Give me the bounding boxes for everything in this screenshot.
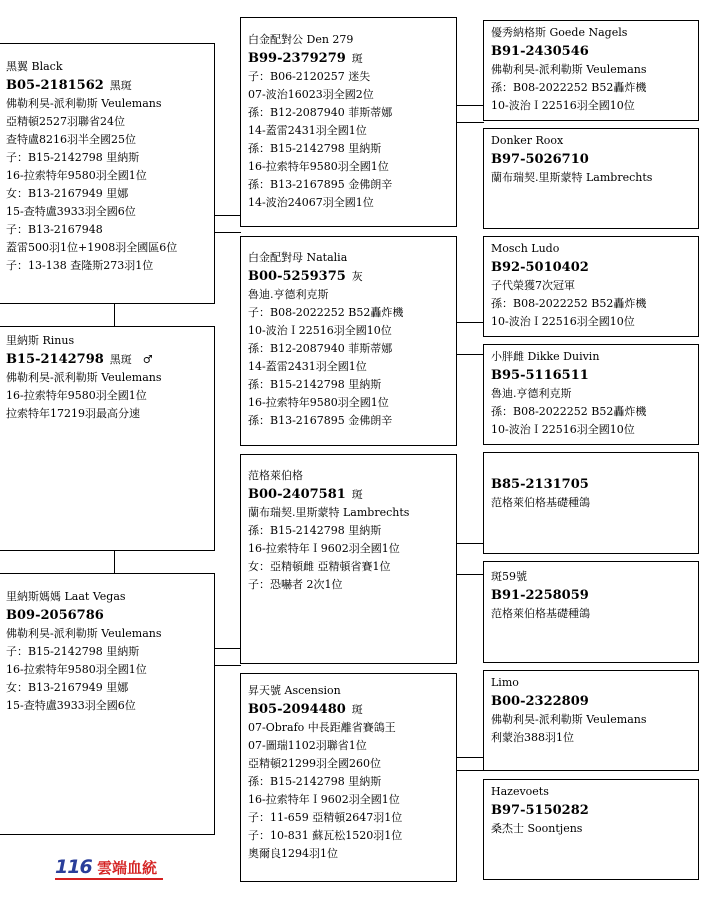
detail-line: 孫：B08-2022252 B52轟炸機 — [491, 405, 647, 418]
detail-line: 亞精頓21299羽全國260位 — [248, 757, 381, 770]
pedigree-card-ggp-5 — [483, 452, 699, 554]
detail-line: 14-蓋雷2431羽全國1位 — [248, 360, 367, 373]
detail-line: 孫：B15-2142798 里納斯 — [248, 775, 382, 788]
detail-line: 蘭布瑞契.里斯蒙特 Lambrechts — [491, 171, 653, 184]
detail-line: 16-拉索特年9580羽全國1位 — [6, 389, 147, 402]
detail-line: 16-拉索特年9580羽全國1位 — [248, 160, 389, 173]
detail-line: 利蒙治388羽1位 — [491, 731, 574, 744]
ring-number: B00-2407581 — [248, 487, 346, 502]
detail-line: 14-波治24067羽全國1位 — [248, 196, 374, 209]
ring-number: B97-5150282 — [491, 803, 589, 818]
detail-line: 奧爾良1294羽1位 — [248, 847, 338, 860]
logo-underline — [55, 878, 163, 880]
detail-line: 拉索特年17219羽最高分速 — [6, 407, 140, 420]
detail-line: 10-波治Ｉ22516羽全國10位 — [491, 99, 635, 112]
ring-number: B91-2430546 — [491, 44, 589, 59]
color-tag: 黑斑 — [109, 79, 132, 92]
pigeon-name: Hazevoets — [491, 785, 549, 798]
ring-number: B05-2181562 — [6, 78, 104, 93]
detail-line: 佛勒利昊-派利勒斯 Veulemans — [6, 627, 162, 640]
pigeon-name: 優秀納格斯 Goede Nagels — [491, 26, 628, 39]
pigeon-name: Donker Roox — [491, 134, 564, 147]
ring-number: B85-2131705 — [491, 477, 589, 492]
ring-number: B92-5010402 — [491, 260, 589, 275]
logo-text: 雲端血統 — [97, 859, 158, 877]
detail-line: 女：亞精頓雌 亞精頓省賽1位 — [248, 560, 391, 573]
connector — [456, 122, 484, 123]
detail-line: 孫：B08-2022252 B52轟炸機 — [491, 297, 647, 310]
pigeon-name: 范格萊伯格 — [248, 469, 303, 482]
detail-line: 佛勒利昊-派利勒斯 Veulemans — [491, 63, 647, 76]
pedigree-card-ggp-1 — [483, 20, 699, 121]
pedigree-card-ggp-3 — [483, 236, 699, 337]
detail-line: 16-拉索特年9580羽全國1位 — [6, 663, 147, 676]
detail-line: 范格萊伯格基礎種鴿 — [491, 607, 590, 620]
detail-line: 16-拉索特年9580羽全國1位 — [6, 169, 147, 182]
connector — [114, 303, 115, 327]
pigeon-name: 黑翼 Black — [6, 60, 63, 73]
detail-line: 子代榮獲7次冠軍 — [491, 279, 575, 292]
ring-number: B00-5259375 — [248, 269, 346, 284]
ring-number: B05-2094480 — [248, 702, 346, 717]
pigeon-name: Mosch Ludo — [491, 242, 560, 255]
pigeon-name: 白金配對公 Den 279 — [248, 33, 354, 46]
detail-line: 07-波治16023羽全國2位 — [248, 88, 374, 101]
connector — [456, 105, 484, 106]
detail-line: 子：11-659 亞精頓2647羽1位 — [248, 811, 403, 824]
detail-line: 孫：B13-2167895 金佛朗辛 — [248, 178, 393, 191]
pedigree-card-ggp-7 — [483, 670, 699, 771]
pedigree-card-ggp-8 — [483, 779, 699, 880]
detail-line: 桑杰士 Soontjens — [491, 822, 583, 835]
pedigree-card-sire — [0, 43, 215, 304]
detail-line: 16-拉索特年Ｉ9602羽全國1位 — [248, 542, 400, 555]
color-tag: 黑斑 ♂ — [109, 353, 153, 366]
detail-line: 女：B13-2167949 里娜 — [6, 681, 129, 694]
detail-line: 15-查特盧3933羽全國6位 — [6, 205, 136, 218]
pedigree-card-grandsire — [240, 17, 457, 227]
ring-number: B97-5026710 — [491, 152, 589, 167]
pedigree-card-son — [0, 326, 215, 551]
detail-line: 14-蓋雷2431羽全國1位 — [248, 124, 367, 137]
detail-line: 孫：B15-2142798 里納斯 — [248, 378, 382, 391]
pigeon-name: 里納斯 Rinus — [6, 334, 75, 347]
ring-number: B99-2379279 — [248, 51, 346, 66]
detail-line: 10-波治Ｉ22516羽全國10位 — [491, 423, 635, 436]
site-logo — [55, 856, 175, 882]
detail-line: 16-拉索特年9580羽全國1位 — [248, 396, 389, 409]
ring-number: B09-2056786 — [6, 608, 104, 623]
detail-line: 孫：B12-2087940 菲斯蒂娜 — [248, 342, 393, 355]
connector — [456, 757, 484, 758]
pedigree-card-maternal-grandsire — [240, 454, 457, 664]
detail-line: 孫：B15-2142798 里納斯 — [248, 142, 382, 155]
detail-line: 佛勒利昊-派利勒斯 Veulemans — [491, 713, 647, 726]
connector — [456, 543, 484, 544]
detail-line: 16-拉索特年Ｉ9602羽全國1位 — [248, 793, 400, 806]
detail-line: 孫：B12-2087940 菲斯蒂娜 — [248, 106, 393, 119]
detail-line: 蓋雷500羽1位+1908羽全國區6位 — [6, 241, 178, 254]
detail-line: 孫：B08-2022252 B52轟炸機 — [491, 81, 647, 94]
detail-line: 子：B13-2167948 — [6, 223, 103, 236]
detail-line: 魯迪.亨德利克斯 — [248, 288, 329, 301]
detail-line: 佛勒利昊-派利勒斯 Veulemans — [6, 97, 162, 110]
connector — [456, 322, 484, 323]
detail-line: 子：B08-2022252 B52轟炸機 — [248, 306, 404, 319]
detail-line: 子：B15-2142798 里納斯 — [6, 151, 140, 164]
ring-number: B95-5116511 — [491, 368, 589, 383]
pigeon-name: 斑59號 — [491, 570, 527, 583]
detail-line: 魯迪.亨德利克斯 — [491, 387, 572, 400]
detail-line: 10-波治Ｉ22516羽全國10位 — [491, 315, 635, 328]
detail-line: 孫：B13-2167895 金佛朗辛 — [248, 414, 393, 427]
detail-line: 子：B15-2142798 里納斯 — [6, 645, 140, 658]
color-tag: 斑 — [351, 52, 363, 65]
pedigree-card-ggp-2 — [483, 128, 699, 229]
pigeon-name: 白金配對母 Natalia — [248, 251, 348, 264]
pedigree-card-dam — [0, 573, 215, 835]
ring-number: B00-2322809 — [491, 694, 589, 709]
connector — [214, 648, 241, 649]
detail-line: 子：B06-2120257 迷失 — [248, 70, 371, 83]
connector — [214, 665, 241, 666]
detail-line: 子：恐嚇者 2次1位 — [248, 578, 343, 591]
detail-line: 07-圖瑞1102羽聯省1位 — [248, 739, 367, 752]
pigeon-name: 里納斯媽媽 Laat Vegas — [6, 590, 126, 603]
connector — [456, 770, 484, 771]
detail-line: 女：B13-2167949 里娜 — [6, 187, 129, 200]
detail-line: 查特盧8216羽半全國25位 — [6, 133, 136, 146]
connector — [456, 574, 484, 575]
connector — [114, 550, 115, 574]
detail-line: 07-Obrafo 中長距離省賽鴿王 — [248, 721, 396, 734]
detail-line: 10-波治Ｉ22516羽全國10位 — [248, 324, 392, 337]
connector — [456, 354, 484, 355]
color-tag: 斑 — [351, 488, 363, 501]
detail-line: 佛勒利昊-派利勒斯 Veulemans — [6, 371, 162, 384]
detail-line: 蘭布瑞契.里斯蒙特 Lambrechts — [248, 506, 410, 519]
pedigree-card-granddam — [240, 236, 457, 446]
ring-number: B91-2258059 — [491, 588, 589, 603]
detail-line: 范格萊伯格基礎種鴿 — [491, 496, 590, 509]
pedigree-card-ggp-6 — [483, 561, 699, 663]
color-tag: 斑 — [351, 703, 363, 716]
pedigree-card-maternal-granddam — [240, 673, 457, 882]
pigeon-name: Limo — [491, 676, 519, 689]
detail-line: 子：13-138 查隆斯273羽1位 — [6, 259, 154, 272]
pedigree-card-ggp-4 — [483, 344, 699, 445]
detail-line: 亞精頓2527羽聯省24位 — [6, 115, 125, 128]
detail-line: 子：10-831 蘇瓦松1520羽1位 — [248, 829, 403, 842]
connector — [214, 232, 241, 233]
detail-line: 孫：B15-2142798 里納斯 — [248, 524, 382, 537]
logo-number: 116 — [55, 856, 92, 878]
detail-line: 15-查特盧3933羽全國6位 — [6, 699, 136, 712]
ring-number: B15-2142798 — [6, 352, 104, 367]
connector — [214, 215, 241, 216]
pigeon-name: 小胖雌 Dikke Duivin — [491, 350, 600, 363]
pigeon-name: 昇天號 Ascension — [248, 684, 341, 697]
color-tag: 灰 — [351, 270, 363, 283]
